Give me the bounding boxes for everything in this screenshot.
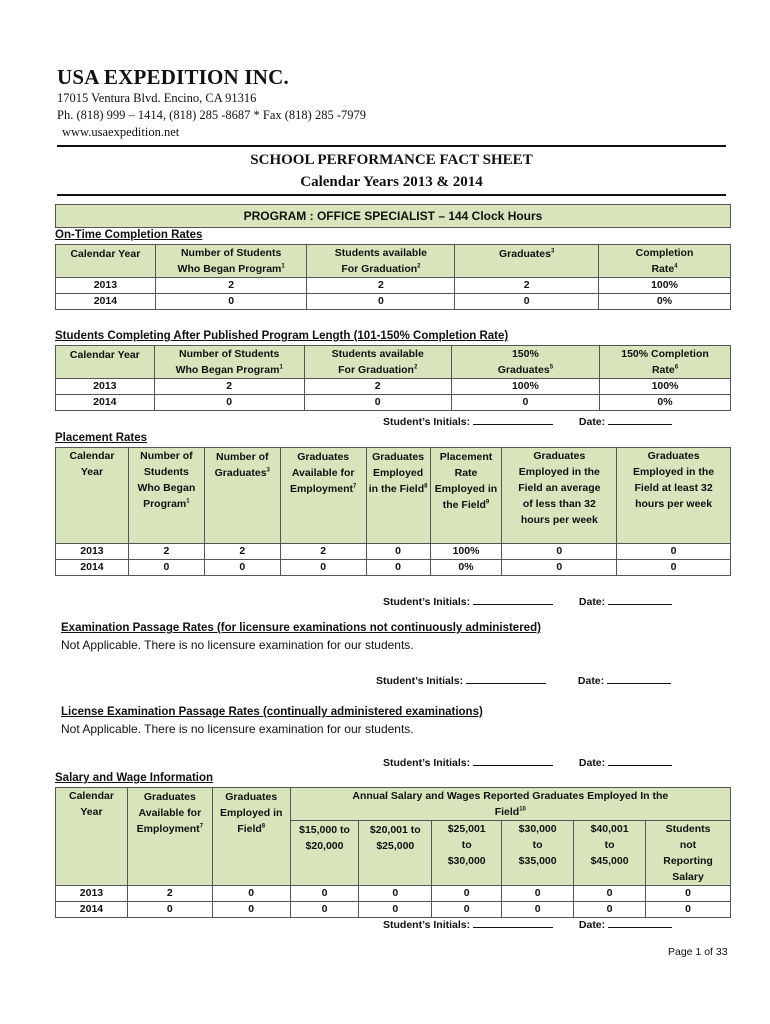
table-row: 2014 0 0 0 0 0 0 0 0 [56, 902, 731, 918]
header-cell: Graduates Available for Employment$^7$ [280, 448, 366, 544]
initials-field[interactable] [473, 918, 553, 928]
header-cell: Graduates$^3$ [455, 245, 599, 278]
header-cell: $30,000 to $35,000 [502, 821, 574, 886]
header-cell: Calendar Year [56, 788, 128, 886]
header-cell: Calendar Year [56, 346, 155, 379]
signature-row [376, 674, 671, 687]
date-field[interactable] [608, 415, 672, 425]
table-row: 2013 2 2 2 0 100% 0 0 [56, 544, 731, 560]
after-length-table [55, 345, 731, 411]
exam-continuous-text: Not Applicable. There is no licensure examination for our students. [61, 722, 414, 736]
header-cell: Graduates Available for Employment$^7$ [127, 788, 212, 886]
date-field[interactable] [607, 674, 671, 684]
company-phone: Ph. (818) 999 – 1414, (818) 285 -8687 * Fax (818) 285 -7979 [57, 108, 367, 122]
date-field[interactable] [608, 918, 672, 928]
exam-not-continuous-text: Not Applicable. There is no licensure examination for our students. [61, 638, 414, 652]
table-row: 2014 0 0 0 0 0% 0 0 [56, 560, 731, 576]
placement-table [55, 447, 731, 576]
header-cell: Calendar Year [56, 245, 156, 278]
header-cell: Students not Reporting Salary [646, 821, 731, 886]
program-banner: PROGRAM : OFFICE SPECIALIST – 144 Clock Hours [55, 204, 731, 228]
table-row: 2013 2 2 2 100% [56, 278, 731, 294]
date-label: Date: [578, 919, 606, 931]
header-cell: $20,001 to $25,000 [359, 821, 432, 886]
signature-row [383, 595, 672, 608]
date-field[interactable] [608, 756, 672, 766]
header-cell: Number of Students Who Began Program$^1$ [128, 448, 204, 544]
header-cell: 150% Graduates$^5$ [451, 346, 599, 379]
header-cell: Calendar Year [56, 448, 129, 544]
initials-label: Student’s Initials: [383, 596, 471, 608]
header-cell: Completion Rate$^4$ [598, 245, 730, 278]
date-label: Date: [577, 675, 605, 687]
header-cell: $40,001 to $45,000 [574, 821, 646, 886]
on-time-table [55, 244, 731, 310]
salary-title: Salary and Wage Information [55, 772, 214, 784]
initials-label: Student’s Initials: [376, 675, 464, 687]
initials-field[interactable] [473, 595, 553, 605]
header-cell: Graduates Employed in the Field at least 32 hours per week [617, 448, 731, 544]
table-row: 2013 2 2 100% 100% [56, 379, 731, 395]
header-cell: Placement Rate Employed in the Field$^9$ [430, 448, 502, 544]
initials-label: Student’s Initials: [383, 757, 471, 769]
salary-group-header: Annual Salary and Wages Reported Graduates Employed In the Field$^{10}$ [290, 788, 730, 821]
date-label: Date: [578, 416, 606, 428]
date-field[interactable] [608, 595, 672, 605]
page-number: Page 1 of 33 [668, 946, 728, 958]
date-label: Date: [578, 757, 606, 769]
header-cell: Students available For Graduation$^2$ [304, 346, 451, 379]
signature-row [383, 756, 672, 769]
divider-bottom [57, 194, 726, 196]
header-cell: Graduates Employed in Field$^8$ [212, 788, 290, 886]
initials-label: Student’s Initials: [383, 919, 471, 931]
initials-field[interactable] [466, 674, 546, 684]
header-cell: Number of Students Who Began Program$^1$ [154, 346, 304, 379]
divider-top [57, 145, 726, 147]
header-cell: 150% Completion Rate$^6$ [600, 346, 731, 379]
header-cell: $25,001 to $30,000 [432, 821, 502, 886]
header-cell: $15,000 to $20,000 [290, 821, 359, 886]
salary-table [55, 787, 731, 918]
signature-row [383, 918, 672, 931]
page-title: SCHOOL PERFORMANCE FACT SHEET [250, 152, 533, 168]
exam-not-continuous-title: Examination Passage Rates (for licensure examinations not continuously administered) [61, 622, 541, 634]
initials-field[interactable] [473, 415, 553, 425]
header-cell: Graduates Employed in the Field$^8$ [366, 448, 430, 544]
initials-field[interactable] [473, 756, 553, 766]
letterhead [57, 64, 366, 141]
table-row: 2014 0 0 0 0% [56, 395, 731, 411]
company-name: USA EXPEDITION INC. [57, 65, 289, 89]
initials-label: Student’s Initials: [383, 416, 471, 428]
header-cell: Students available For Graduation$^2$ [307, 245, 455, 278]
company-website[interactable]: www.usaexpedition.net [62, 125, 180, 139]
header-cell: Number of Graduates$^3$ [204, 448, 280, 544]
table-row: 2014 0 0 0 0% [56, 294, 731, 310]
exam-continuous-title: License Examination Passage Rates (continually administered examinations) [61, 706, 483, 718]
company-address: 17015 Ventura Blvd. Encino, CA 91316 [57, 91, 257, 105]
placement-title: Placement Rates [55, 432, 148, 444]
header-cell: Graduates Employed in the Field an average of less than 32 hours per week [502, 448, 617, 544]
on-time-title: On-Time Completion Rates [55, 229, 203, 241]
header-cell: Number of Students Who Began Program$^1$ [155, 245, 307, 278]
table-row: 2013 2 0 0 0 0 0 0 0 [56, 886, 731, 902]
after-length-title: Students Completing After Published Program Length (101-150% Completion Rate) [55, 330, 509, 342]
page-subtitle: Calendar Years 2013 & 2014 [300, 174, 483, 190]
signature-row [383, 415, 672, 428]
date-label: Date: [578, 596, 606, 608]
